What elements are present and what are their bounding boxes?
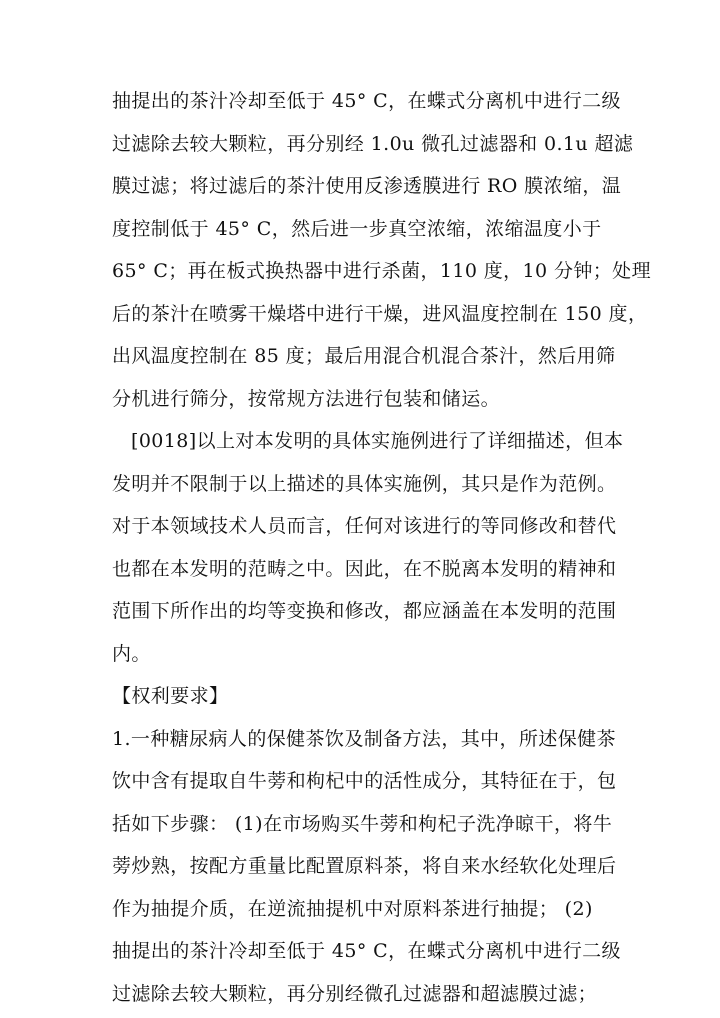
claim-line: 括如下步骤： (1)在市场购买牛蒡和枸杞子洗净晾干，将牛 [112,813,613,835]
claim-line: 饮中含有提取自牛蒡和枸杞中的活性成分，其特征在于，包 [112,770,617,792]
text-line: 出风温度控制在 85 度；最后用混合机混合茶汁，然后用筛 [112,345,616,367]
text-line: 后的茶汁在喷雾干燥塔中进行干燥，进风温度控制在 150 度， [112,303,648,325]
paragraph-start-line: [0018]以上对本发明的具体实施例进行了详细描述，但本 [131,430,624,452]
text-line: 发明并不限制于以上描述的具体实施例，其只是作为范例。 [112,473,617,495]
text-line: 度控制低于 45° C，然后进一步真空浓缩，浓缩温度小于 [112,218,602,240]
claim-line: 蒡炒熟，按配方重量比配置原料茶，将自来水经软化处理后 [112,855,617,877]
claim-line: 抽提出的茶汁冷却至低于 45° C，在蝶式分离机中进行二级 [112,940,621,962]
text-line: 65° C；再在板式换热器中进行杀菌，110 度，10 分钟；处理 [112,260,651,282]
text-line: 分机进行筛分，按常规方法进行包装和储运。 [112,388,501,410]
section-heading: 【权利要求】 [112,685,229,707]
claim-line: 过滤除去较大颗粒，再分别经微孔过滤器和超滤膜过滤； [112,983,598,1005]
text-line: 膜过滤；将过滤后的茶汁使用反渗透膜进行 RO 膜浓缩，温 [112,175,622,197]
text-line: 也都在本发明的范畴之中。因此，在不脱离本发明的精神和 [112,558,617,580]
claim-line: 1.一种糖尿病人的保健茶饮及制备方法，其中，所述保健茶 [112,728,616,750]
text-line: 对于本领域技术人员而言，任何对该进行的等同修改和替代 [112,515,617,537]
text-line: 过滤除去较大颗粒，再分别经 1.0u 微孔过滤器和 0.1u 超滤 [112,133,634,155]
claim-line: 作为抽提介质，在逆流抽提机中对原料茶进行抽提； (2) [112,898,593,920]
text-line: 内。 [112,643,151,665]
text-line: 抽提出的茶汁冷却至低于 45° C，在蝶式分离机中进行二级 [112,90,621,112]
text-line: 范围下所作出的均等变换和修改，都应涵盖在本发明的范围 [112,600,617,622]
